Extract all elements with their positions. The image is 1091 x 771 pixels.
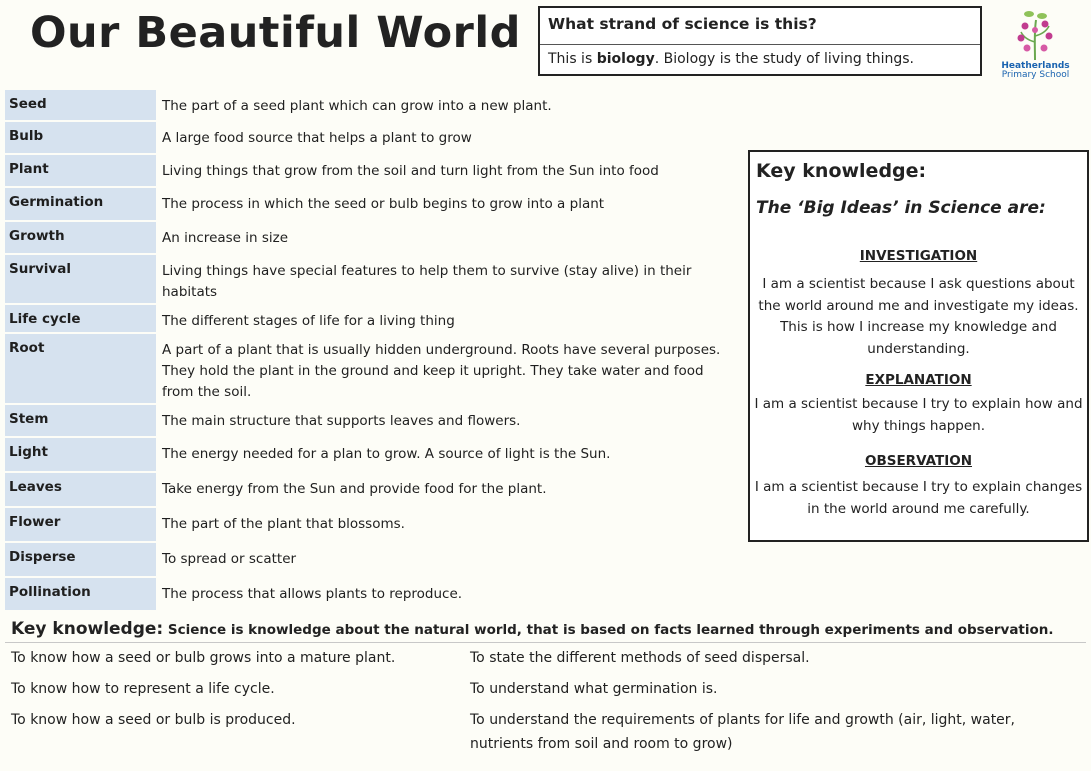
vocab-row (5, 188, 740, 220)
strand-divider (540, 44, 980, 45)
vocab-term: Seed (5, 90, 156, 120)
science-strand-box (538, 6, 982, 76)
strand-answer-pre: This is (548, 51, 597, 67)
big-idea-observation (754, 453, 1083, 520)
vocab-term: Stem (5, 405, 156, 436)
objective-item: To know how a seed or bulb is produced. (11, 712, 296, 728)
big-idea-text: I am a scientist because I ask questions about the world around me and investigate my ideas. This is how I increase my knowledge and understanding. (758, 276, 1079, 357)
vocab-term: Disperse (5, 543, 156, 576)
big-idea-title: INVESTIGATION (859, 248, 978, 264)
vocab-definition: The main structure that supports leaves and flowers. (162, 413, 521, 429)
vocab-row (5, 334, 740, 403)
vocab-row (5, 305, 740, 332)
vocab-row (5, 578, 740, 610)
big-idea-title: OBSERVATION (864, 453, 973, 469)
logo-school-type: Primary School (1001, 70, 1070, 80)
vocab-row (5, 508, 740, 541)
strand-answer-bold: biology (596, 51, 655, 67)
big-idea-investigation (754, 248, 1083, 360)
objective-item: To know how to represent a life cycle. (11, 681, 275, 697)
vocab-definition: A large food source that helps a plant to grow (162, 130, 472, 146)
vocab-term: Leaves (5, 473, 156, 506)
vocab-definition: To spread or scatter (162, 551, 297, 567)
vocab-term: Growth (5, 222, 156, 253)
vocab-term: Bulb (5, 122, 156, 153)
big-ideas-heading: Key knowledge: (756, 160, 927, 182)
vocab-definition: Living things have special features to help them to survive (stay alive) in their habitats (162, 263, 692, 300)
vocab-term: Survival (5, 255, 156, 303)
vocab-term: Plant (5, 155, 156, 186)
strand-question: What strand of science is this? (548, 15, 817, 33)
vocab-row (5, 222, 740, 253)
key-knowledge-label: Key knowledge: (11, 619, 164, 639)
page-title: Our Beautiful World (30, 8, 521, 58)
objective-item: To understand what germination is. (470, 681, 718, 697)
strand-answer-post: . Biology is the study of living things. (654, 51, 914, 67)
vocab-definition: Living things that grow from the soil and turn light from the Sun into food (162, 163, 659, 179)
vocabulary-table (5, 88, 740, 612)
vocab-term: Germination (5, 188, 156, 220)
big-idea-explanation (754, 372, 1083, 437)
vocab-definition: Take energy from the Sun and provide food for the plant. (162, 481, 547, 497)
vocab-row (5, 122, 740, 153)
vocab-row (5, 90, 740, 120)
big-idea-title: EXPLANATION (865, 372, 972, 388)
flower-tree-icon (993, 6, 1078, 62)
vocab-row (5, 405, 740, 436)
vocab-definition: The part of a seed plant which can grow into a new plant. (162, 98, 552, 114)
big-idea-text: I am a scientist because I try to explain how and why things happen. (754, 396, 1083, 434)
vocab-definition: The different stages of life for a living thing (162, 313, 455, 329)
vocab-row (5, 438, 740, 471)
logo-school-name: Heatherlands (1001, 61, 1070, 71)
vocab-term: Root (5, 334, 156, 403)
vocab-term: Pollination (5, 578, 156, 610)
big-idea-text: I am a scientist because I try to explain changes in the world around me carefully. (754, 479, 1083, 517)
key-knowledge-line (11, 619, 1054, 639)
strand-answer (548, 51, 914, 67)
school-logo (993, 6, 1078, 84)
vocab-term: Flower (5, 508, 156, 541)
vocab-row (5, 543, 740, 576)
vocab-row (5, 255, 740, 303)
vocab-term: Light (5, 438, 156, 471)
vocab-definition: The process that allows plants to reproduce. (162, 586, 463, 602)
vocab-definition: The process in which the seed or bulb begins to grow into a plant (162, 196, 605, 212)
divider (5, 642, 1086, 643)
objective-item: To know how a seed or bulb grows into a mature plant. (11, 650, 396, 666)
vocab-row (5, 473, 740, 506)
vocab-row (5, 155, 740, 186)
vocab-definition: An increase in size (162, 230, 289, 246)
big-ideas-subheading: The ‘Big Ideas’ in Science are: (756, 198, 1046, 218)
big-ideas-box (748, 150, 1089, 542)
vocab-definition: A part of a plant that is usually hidden underground. Roots have several purposes. They hold the plant in the ground and keep it upright. They take water and food from the soil. (162, 342, 721, 400)
vocab-term: Life cycle (5, 305, 156, 332)
key-knowledge-text: Science is knowledge about the natural world, that is based on facts learned through experiments and observation. (167, 622, 1054, 638)
vocab-definition: The energy needed for a plan to grow. A source of light is the Sun. (162, 446, 611, 462)
vocab-definition: The part of the plant that blossoms. (162, 516, 405, 532)
objective-item: To understand the requirements of plants for life and growth (air, light, water, nutrients from soil and room to grow) (470, 712, 1016, 752)
objective-item: To state the different methods of seed dispersal. (470, 650, 810, 666)
